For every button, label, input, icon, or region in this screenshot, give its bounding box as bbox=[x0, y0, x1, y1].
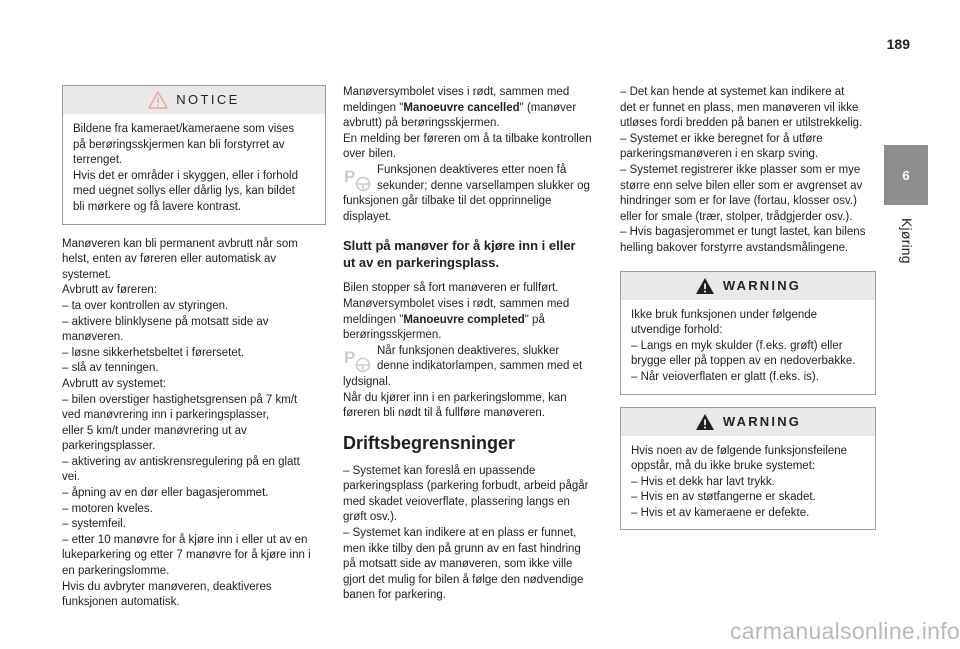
text-line: avbrutt) på berøringsskjermen. bbox=[343, 117, 500, 130]
text-line bbox=[343, 313, 603, 329]
warning-line: – Hvis et av kameraene er defekte. bbox=[631, 506, 810, 519]
column-right bbox=[620, 85, 876, 542]
notice-line: Bildene fra kameraet/kameraene som vises bbox=[73, 123, 295, 135]
text-line: større enn selve bilen eller som er avgrenset av bbox=[620, 179, 863, 192]
text-line: – etter 10 manøvre for å kjøre inn i eller ut av en bbox=[62, 533, 308, 546]
text-line: – Det kan hende at systemet kan indikere at bbox=[620, 86, 845, 98]
text-line: helst, enten av føreren eller automatisk av bbox=[62, 253, 277, 266]
text-line bbox=[343, 101, 603, 117]
message-manoeuvre-completed: Manoeuvre completed bbox=[403, 313, 525, 326]
warning-triangle-icon bbox=[695, 413, 715, 431]
warning-header bbox=[621, 408, 875, 436]
completed-paragraph bbox=[343, 281, 603, 421]
limits-continued bbox=[620, 85, 876, 257]
text-fragment: " på bbox=[524, 313, 545, 326]
text-line: hindringer som er for lave (fortau, klosser osv.) bbox=[620, 195, 857, 208]
svg-text:P: P bbox=[344, 166, 356, 186]
warning-title: WARNING bbox=[722, 277, 802, 293]
text-line: ved manøvrering inn i parkeringsplasser, bbox=[62, 409, 270, 422]
text-line: – Hvis bagasjerommet er tungt lastet, kan bilens bbox=[620, 226, 866, 239]
text-line: banen for parkering. bbox=[343, 589, 446, 602]
indicator-note bbox=[343, 163, 603, 194]
text-line: eller for smale (trær, stolper, trådgjerder osv.). bbox=[620, 210, 853, 223]
text-line: Manøveren kan bli permanent avbrutt når som bbox=[62, 237, 298, 250]
notice-line: bli mørkere og få lavere kontrast. bbox=[73, 200, 242, 213]
text-line: utløses fordi bredden på banen er utilstrekkelig. bbox=[620, 117, 863, 130]
text-line: – ta over kontrollen av styringen. bbox=[62, 299, 229, 312]
notice-line: terrenget. bbox=[73, 154, 123, 167]
text-line: en parkeringslomme. bbox=[62, 565, 170, 578]
text-line: føreren bli nødt til å fullføre manøveren. bbox=[343, 407, 545, 420]
text-line: Når du kjører inn i en parkeringslomme, kan bbox=[343, 391, 567, 404]
warning-title: WARNING bbox=[722, 413, 802, 429]
warning-line: Hvis noen av de følgende funksjonsfeilene bbox=[631, 444, 848, 457]
notice-line: på berøringsskjermen kan bli forstyrret av bbox=[73, 138, 285, 151]
text-fragment: " (manøver bbox=[519, 101, 577, 114]
warning-line: – Langs en myk skulder (f.eks. grøft) eller bbox=[631, 339, 843, 352]
column-middle bbox=[343, 85, 603, 604]
text-line: det er funnet en plass, men manøveren vil ikke bbox=[620, 101, 859, 114]
text-line: – Systemet kan foreslå en upassende bbox=[343, 464, 536, 477]
text-line: – løsne sikkerhetsbeltet i førersetet. bbox=[62, 346, 245, 359]
column-left bbox=[62, 85, 326, 611]
text-line: denne indikatorlampen, sammen med et bbox=[377, 360, 583, 373]
text-line: – aktivering av antiskrensregulering på en glatt bbox=[62, 455, 300, 468]
text-line: men ikke tilby den på grunn av en fast hindring bbox=[343, 542, 581, 555]
heading-line: ut av en parkeringsplass. bbox=[343, 255, 500, 271]
text-line: – aktivere blinklysene på motsatt side av bbox=[62, 315, 269, 328]
notice-box bbox=[62, 85, 326, 225]
indicator-note bbox=[343, 344, 603, 375]
text-line: – Systemet registrerer ikke plasser som er mye bbox=[620, 163, 861, 176]
text-line: Funksjonen deaktiveres etter noen få bbox=[377, 163, 567, 176]
text-line: – Systemet kan indikere at en plass er funnet, bbox=[343, 527, 577, 540]
text-fragment: meldingen " bbox=[343, 101, 404, 114]
text-line: – motoren kveles. bbox=[62, 502, 153, 515]
notice-body bbox=[63, 122, 325, 216]
warning-line: – Hvis en av støtfangerne er skadet. bbox=[631, 491, 816, 504]
text-line: berøringsskjermen. bbox=[343, 329, 442, 342]
park-assist-indicator-icon bbox=[343, 165, 373, 193]
text-line: Avbrutt av systemet: bbox=[62, 377, 166, 390]
caution-triangle-icon bbox=[148, 91, 168, 109]
text-line: – bilen overstiger hastighetsgrensen på 7 km/t bbox=[62, 393, 298, 406]
warning-line: oppstår, må du ikke bruke systemet: bbox=[631, 460, 816, 473]
heading-line: Slutt på manøver for å kjøre inn i eller bbox=[343, 238, 576, 254]
watermark: carmanualsonline.info bbox=[729, 618, 960, 644]
text-line: – åpning av en dør eller bagasjerommet. bbox=[62, 487, 269, 500]
text-line: Når funksjonen deaktiveres, slukker bbox=[377, 344, 560, 357]
notice-line: med uegnet sollys eller dårlig lys, kan bildet bbox=[73, 185, 295, 198]
text-line: Manøversymbolet vises i rødt, sammen med bbox=[343, 86, 570, 98]
warning-line: Ikke bruk funksjonen under følgende bbox=[631, 308, 818, 321]
text-line: vei. bbox=[62, 471, 80, 484]
text-line: på motsatt side av manøveren, som ikke ville bbox=[343, 558, 573, 571]
text-line: displayet. bbox=[343, 210, 392, 223]
cancellation-text bbox=[62, 237, 326, 611]
message-manoeuvre-cancelled: Manoeuvre cancelled bbox=[403, 101, 520, 114]
warning-header bbox=[621, 272, 875, 300]
text-line: lydsignal. bbox=[343, 375, 391, 388]
text-line: lukeparkering og etter 7 manøvre for å kjøre inn i bbox=[62, 549, 311, 562]
cancelled-paragraph bbox=[343, 85, 603, 225]
text-line: funksjonen automatisk. bbox=[62, 596, 180, 609]
text-line: parkeringsplass (parkering forbudt, arbeid pågår bbox=[343, 480, 589, 493]
notice-header bbox=[63, 86, 325, 114]
page-number: 189 bbox=[886, 36, 910, 52]
text-line: Avbrutt av føreren: bbox=[62, 284, 158, 297]
text-line: – slå av tenningen. bbox=[62, 362, 159, 375]
limits-paragraph bbox=[343, 464, 603, 604]
text-line: helling bakover forstyrre avstandsmålingene. bbox=[620, 241, 849, 254]
text-line: systemet. bbox=[62, 268, 112, 281]
section-heading-operating-limits: Driftsbegrensninger bbox=[343, 432, 516, 453]
text-line: funksjonen går tilbake til det opprinnelige bbox=[343, 195, 552, 208]
chapter-label: Kjøring bbox=[899, 218, 915, 264]
text-line: parkeringsmanøveren i en skarp sving. bbox=[620, 148, 819, 161]
warning-box-conditions bbox=[620, 271, 876, 395]
text-line: – Systemet er ikke beregnet for å utføre bbox=[620, 132, 823, 145]
svg-text:P: P bbox=[344, 347, 356, 367]
warning-triangle-icon bbox=[695, 277, 715, 295]
warning-box-malfunctions bbox=[620, 407, 876, 531]
notice-title: NOTICE bbox=[176, 92, 240, 108]
text-line: over bilen. bbox=[343, 148, 397, 161]
warning-line: utvendige forhold: bbox=[631, 324, 723, 337]
text-line: En melding ber føreren om å ta tilbake kontrollen bbox=[343, 132, 592, 145]
text-line: parkeringsplasser. bbox=[62, 440, 156, 453]
warning-body bbox=[621, 308, 875, 386]
text-line: – systemfeil. bbox=[62, 518, 126, 531]
warning-line: – Hvis et dekk har lavt trykk. bbox=[631, 475, 775, 488]
section-heading-end-of-manoeuvre bbox=[343, 237, 603, 271]
text-line: gjort det mulig for bilen å følge den nødvendige bbox=[343, 573, 584, 586]
warning-line: – Når veioverflaten er glatt (f.eks. is). bbox=[631, 370, 819, 383]
text-line: grøft osv.). bbox=[343, 511, 398, 524]
text-line: Bilen stopper så fort manøveren er fullført. bbox=[343, 282, 559, 295]
warning-body bbox=[621, 444, 875, 522]
notice-line: Hvis det er områder i skyggen, eller i forhold bbox=[73, 169, 298, 182]
text-line: Hvis du avbryter manøveren, deaktiveres bbox=[62, 580, 272, 593]
chapter-tab[interactable]: 6 bbox=[884, 145, 928, 205]
text-line: manøveren. bbox=[62, 331, 124, 344]
text-fragment: meldingen " bbox=[343, 313, 404, 326]
text-line: sekunder; denne varsellampen slukker og bbox=[377, 179, 590, 192]
park-assist-indicator-icon bbox=[343, 346, 373, 374]
text-line: med skadet veioverflate, plassering langs en bbox=[343, 495, 570, 508]
text-line: Manøversymbolet vises i rødt, sammen med bbox=[343, 297, 570, 310]
text-line: eller 5 km/t under manøvrering ut av bbox=[62, 424, 247, 437]
warning-line: brygge eller på toppen av en nedoverbakke. bbox=[631, 355, 856, 368]
